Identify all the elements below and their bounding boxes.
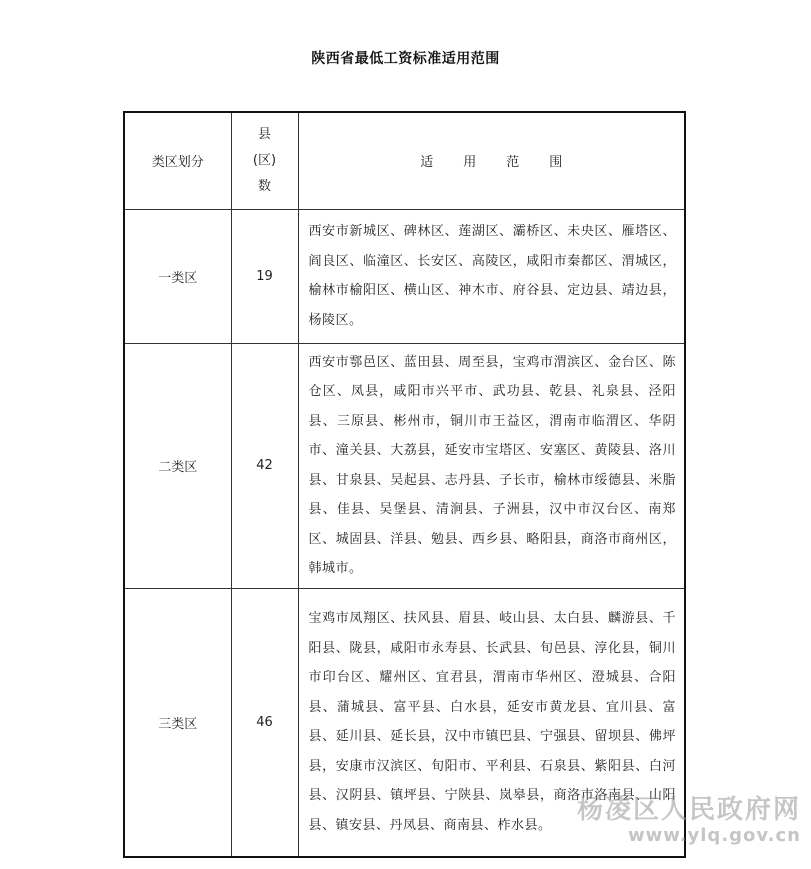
row-class: 三类区 bbox=[124, 588, 231, 857]
table-row bbox=[124, 343, 685, 588]
header-count-line-2: (区) bbox=[252, 152, 277, 168]
row-scope: 宝鸡市凤翔区、扶风县、眉县、岐山县、太白县、麟游县、千阳县、陇县，咸阳市永寿县、长武县、旬邑县、淳化县，铜川市印台区、耀州区、宜君县，渭南市华州区、澄城县、合阳县、蒲城县、富平县、白水县，延安市黄龙县、宜川县、富县、延川县、延长县，汉中市镇巴县、宁强县、留坝县、佛坪县，安康市汉滨区、旬阳市、平利县、石泉县、紫阳县、白河县、汉阴县、镇坪县、宁陕县、岚皋县，商洛市洛南县、山阳县、镇安县、丹凤县、商南县、柞水县。 bbox=[298, 588, 685, 857]
row-count: 46 bbox=[231, 588, 298, 857]
header-count bbox=[231, 112, 298, 209]
table-row bbox=[124, 209, 685, 343]
header-count-line-1: 县 bbox=[257, 126, 271, 142]
row-count: 42 bbox=[231, 343, 298, 588]
row-class: 一类区 bbox=[124, 209, 231, 343]
watermark-name: 杨凌区人民政府网 bbox=[576, 795, 801, 825]
header-scope: 适用范围 bbox=[298, 112, 685, 209]
watermark-url: www.ylq.gov.cn bbox=[627, 825, 801, 846]
row-count: 19 bbox=[231, 209, 298, 343]
header-class: 类区划分 bbox=[124, 112, 231, 209]
row-scope: 西安市新城区、碑林区、莲湖区、灞桥区、未央区、雁塔区、阎良区、临潼区、长安区、高陵区，咸阳市秦都区、渭城区，榆林市榆阳区、横山区、神木市、府谷县、定边县、靖边县，杨陵区。 bbox=[298, 209, 685, 343]
table-row bbox=[124, 588, 685, 857]
row-class: 二类区 bbox=[124, 343, 231, 588]
wage-scope-table bbox=[123, 111, 686, 858]
header-count-line-3: 数 bbox=[257, 178, 271, 194]
row-scope: 西安市鄠邑区、蓝田县、周至县，宝鸡市渭滨区、金台区、陈仓区、凤县，咸阳市兴平市、武功县、乾县、礼泉县、泾阳县、三原县、彬州市，铜川市王益区，渭南市临渭区、华阴市、潼关县、大荔县，延安市宝塔区、安塞区、黄陵县、洛川县、甘泉县、吴起县、志丹县、子长市，榆林市绥德县、米脂县、佳县、吴堡县、清涧县、子洲县，汉中市汉台区、南郑区、城固县、洋县、勉县、西乡县、略阳县，商洛市商州区，韩城市。 bbox=[298, 343, 685, 588]
page-title: 陕西省最低工资标准适用范围 bbox=[311, 51, 500, 67]
table-header-row bbox=[124, 112, 685, 209]
